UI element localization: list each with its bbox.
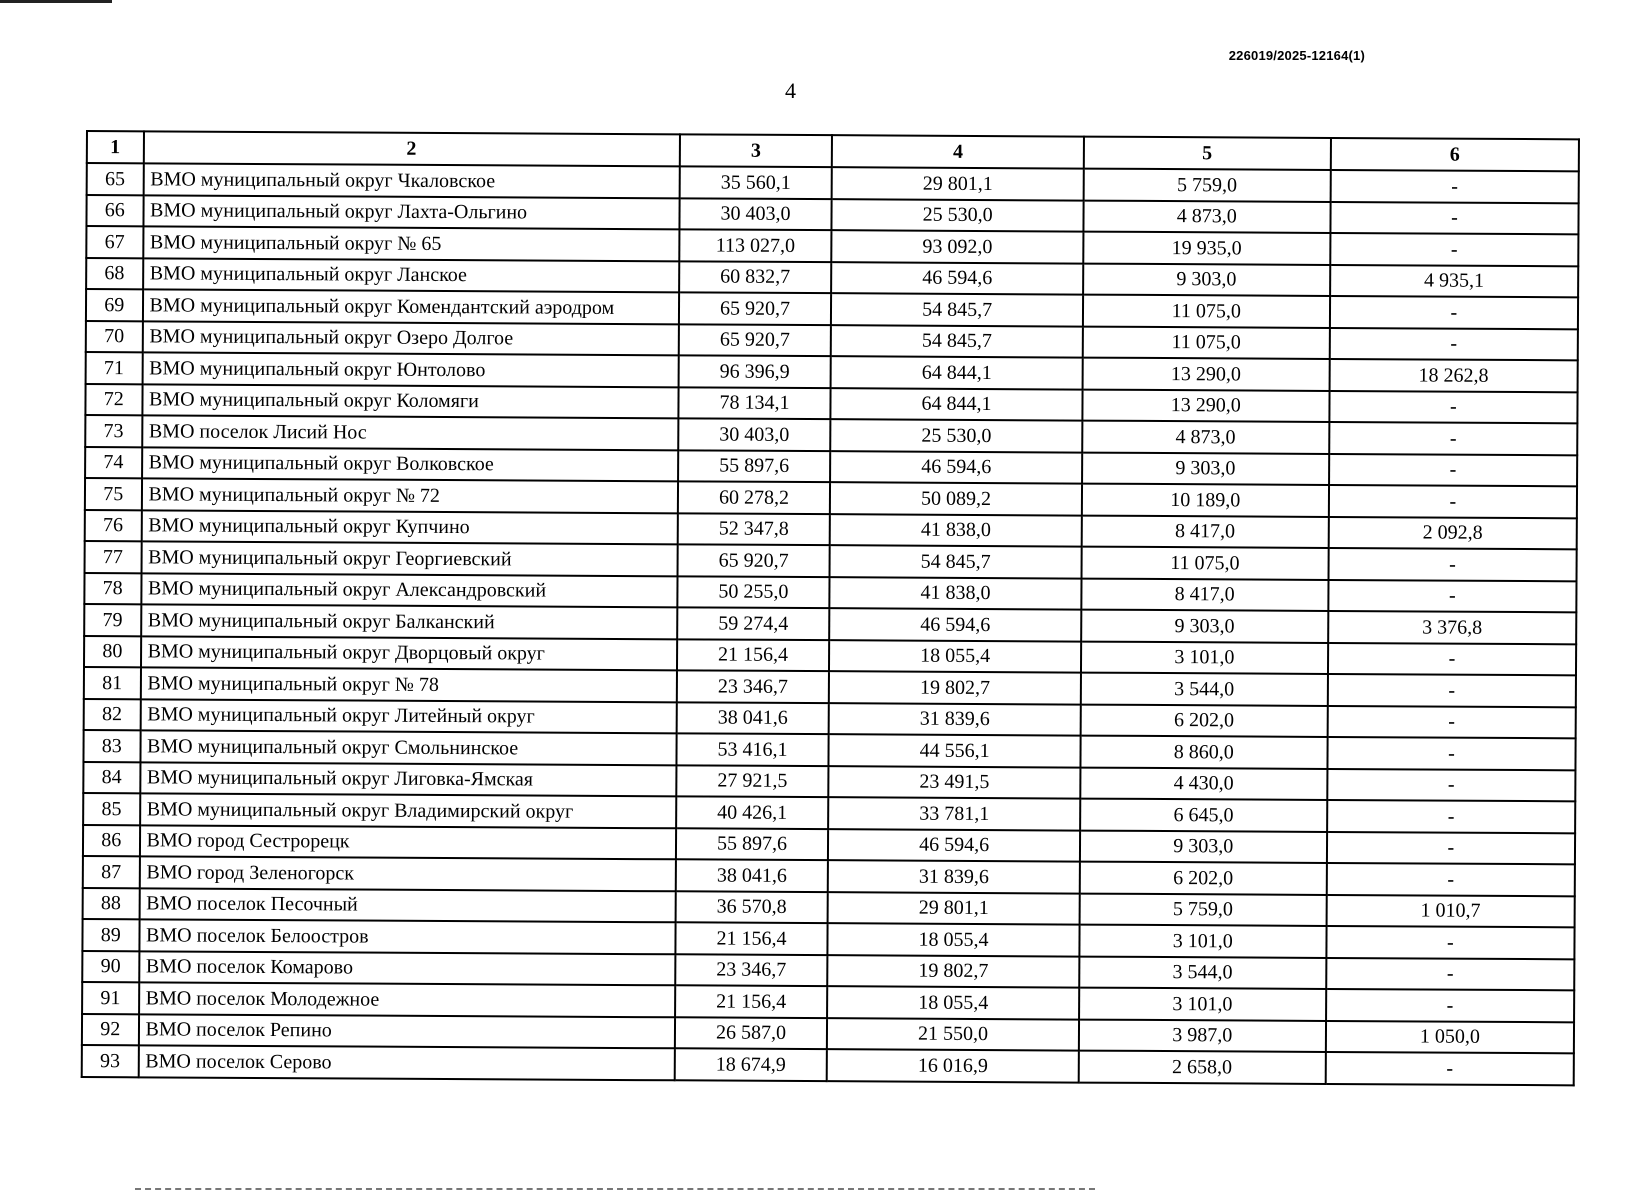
value-col-6: - [1330, 170, 1578, 203]
municipality-name: ВМО муниципальный округ Балканский [141, 604, 677, 638]
municipality-name: ВМО муниципальный округ Георгиевский [141, 541, 677, 575]
value-col-3: 52 347,8 [677, 513, 830, 545]
value-col-5: 9 303,0 [1082, 452, 1329, 485]
value-col-6: 18 262,8 [1329, 359, 1577, 392]
column-header: 6 [1331, 138, 1579, 171]
row-number: 90 [82, 950, 139, 982]
row-number: 72 [85, 384, 142, 416]
value-col-4: 18 055,4 [828, 986, 1079, 1019]
value-col-5: 8 417,0 [1081, 515, 1328, 548]
municipality-name: ВМО муниципальный округ № 65 [143, 226, 679, 260]
row-number: 81 [84, 667, 141, 699]
value-col-5: 4 873,0 [1082, 421, 1329, 454]
value-col-5: 3 987,0 [1079, 1019, 1326, 1052]
value-col-4: 19 802,7 [829, 671, 1080, 704]
value-col-6: 2 092,8 [1329, 516, 1577, 549]
value-col-6: - [1330, 296, 1578, 329]
municipality-name: ВМО город Зеленогорск [139, 856, 675, 890]
row-number: 76 [85, 509, 142, 541]
value-col-6: 3 376,8 [1328, 611, 1576, 644]
row-number: 91 [82, 982, 139, 1014]
municipality-name: ВМО муниципальный округ Комендантский аэродром [142, 289, 678, 323]
row-number: 75 [85, 478, 142, 510]
value-col-5: 13 290,0 [1082, 389, 1329, 422]
value-col-4: 46 594,6 [830, 451, 1081, 484]
column-header: 2 [143, 131, 679, 166]
value-col-5: 11 075,0 [1083, 295, 1330, 328]
column-header: 4 [832, 135, 1083, 168]
value-col-5: 3 101,0 [1079, 925, 1326, 958]
value-col-5: 3 544,0 [1079, 956, 1326, 989]
municipality-name: ВМО город Сестрорецк [139, 825, 675, 859]
municipality-name: ВМО муниципальный округ Дворцовый округ [141, 636, 677, 670]
value-col-5: 5 759,0 [1079, 893, 1326, 926]
page-number: 4 [785, 78, 796, 103]
municipality-name: ВМО поселок Молодежное [139, 982, 675, 1016]
value-col-4: 25 530,0 [832, 199, 1083, 232]
value-col-5: 13 290,0 [1082, 358, 1329, 391]
page-top-mark [0, 0, 112, 3]
value-col-4: 31 839,6 [829, 703, 1080, 736]
row-number: 84 [83, 761, 140, 793]
value-col-5: 9 303,0 [1083, 263, 1330, 296]
row-number: 80 [84, 635, 141, 667]
row-number: 69 [86, 289, 143, 321]
municipality-name: ВМО муниципальный округ № 78 [140, 667, 676, 701]
row-number: 79 [84, 604, 141, 636]
value-col-4: 93 092,0 [832, 230, 1083, 263]
municipality-name: ВМО муниципальный округ Александровский [141, 573, 677, 607]
table-body [82, 163, 1579, 1085]
value-col-4: 29 801,1 [832, 167, 1083, 200]
value-col-3: 60 832,7 [679, 261, 832, 293]
row-number: 93 [82, 1045, 139, 1077]
value-col-4: 23 491,5 [829, 766, 1080, 799]
value-col-3: 113 027,0 [679, 229, 832, 261]
municipality-name: ВМО муниципальный округ Лахта-Ольгино [143, 195, 679, 229]
value-col-6: - [1327, 831, 1575, 864]
value-col-5: 4 430,0 [1080, 767, 1327, 800]
value-col-3: 65 920,7 [679, 292, 832, 324]
value-col-5: 4 873,0 [1083, 200, 1330, 233]
municipality-name: ВМО поселок Белоостров [139, 919, 675, 953]
value-col-5: 2 658,0 [1078, 1051, 1325, 1084]
value-col-5: 6 202,0 [1079, 862, 1326, 895]
value-col-4: 54 845,7 [830, 545, 1081, 578]
value-col-5: 3 101,0 [1079, 988, 1326, 1021]
value-col-3: 26 587,0 [674, 1017, 827, 1049]
document-reference: 226019/2025-12164(1) [1228, 48, 1365, 63]
municipality-name: ВМО муниципальный округ № 72 [141, 478, 677, 512]
value-col-5: 9 303,0 [1080, 830, 1327, 863]
value-col-5: 10 189,0 [1082, 484, 1329, 517]
value-col-3: 40 426,1 [676, 796, 829, 828]
value-col-6: - [1330, 201, 1578, 234]
value-col-4: 31 839,6 [828, 860, 1079, 893]
value-col-3: 23 346,7 [676, 670, 829, 702]
value-col-4: 64 844,1 [831, 356, 1082, 389]
municipality-name: ВМО муниципальный округ Волковское [142, 447, 678, 481]
municipality-name: ВМО муниципальный округ Юнтолово [142, 352, 678, 386]
municipality-name: ВМО муниципальный округ Коломяги [142, 384, 678, 418]
value-col-6: 1 050,0 [1326, 1020, 1574, 1053]
municipality-name: ВМО муниципальный округ Литейный округ [140, 699, 676, 733]
value-col-3: 21 156,4 [677, 639, 830, 671]
value-col-3: 27 921,5 [676, 765, 829, 797]
value-col-3: 96 396,9 [678, 355, 831, 387]
municipality-name: ВМО муниципальный округ Ланское [143, 258, 679, 292]
value-col-4: 64 844,1 [831, 388, 1082, 421]
row-number: 66 [86, 195, 143, 227]
value-col-6: - [1329, 390, 1577, 423]
municipal-budget-table [81, 130, 1580, 1086]
row-number: 77 [85, 541, 142, 573]
row-number: 86 [83, 824, 140, 856]
value-col-4: 54 845,7 [831, 293, 1082, 326]
value-col-3: 21 156,4 [675, 922, 828, 954]
value-col-3: 65 920,7 [678, 324, 831, 356]
value-col-6: - [1326, 989, 1574, 1022]
value-col-3: 50 255,0 [677, 576, 830, 608]
value-col-3: 36 570,8 [675, 891, 828, 923]
value-col-3: 60 278,2 [677, 481, 830, 513]
value-col-5: 6 202,0 [1080, 704, 1327, 737]
value-col-5: 5 759,0 [1083, 169, 1330, 202]
value-col-6: - [1327, 768, 1575, 801]
value-col-3: 78 134,1 [678, 387, 831, 419]
value-col-3: 30 403,0 [679, 198, 832, 230]
value-col-4: 19 802,7 [828, 955, 1079, 988]
value-col-5: 9 303,0 [1081, 610, 1328, 643]
municipality-name: ВМО поселок Репино [138, 1014, 674, 1048]
municipality-name: ВМО поселок Лисий Нос [142, 415, 678, 449]
row-number: 78 [84, 572, 141, 604]
value-col-4: 41 838,0 [830, 577, 1081, 610]
value-col-5: 8 417,0 [1081, 578, 1328, 611]
value-col-6: - [1326, 1052, 1574, 1085]
value-col-4: 46 594,6 [830, 608, 1081, 641]
value-col-6: - [1330, 327, 1578, 360]
value-col-6: - [1326, 926, 1574, 959]
value-col-3: 38 041,6 [675, 859, 828, 891]
row-number: 70 [86, 321, 143, 353]
value-col-6: - [1327, 705, 1575, 738]
value-col-3: 21 156,4 [675, 985, 828, 1017]
row-number: 83 [83, 730, 140, 762]
municipality-name: ВМО муниципальный округ Лиговка-Ямская [140, 762, 676, 796]
value-col-3: 35 560,1 [679, 166, 832, 198]
value-col-5: 11 075,0 [1081, 547, 1328, 580]
value-col-4: 44 556,1 [829, 734, 1080, 767]
value-col-3: 23 346,7 [675, 954, 828, 986]
row-number: 73 [85, 415, 142, 447]
municipality-name: ВМО поселок Песочный [139, 888, 675, 922]
value-col-5: 19 935,0 [1083, 232, 1330, 265]
row-number: 88 [83, 887, 140, 919]
value-col-6: - [1329, 453, 1577, 486]
row-number: 92 [82, 1013, 139, 1045]
municipality-name: ВМО муниципальный округ Владимирский округ [140, 793, 676, 827]
value-col-6: - [1327, 863, 1575, 896]
value-col-6: 4 935,1 [1330, 264, 1578, 297]
value-col-3: 65 920,7 [677, 544, 830, 576]
value-col-6: - [1328, 674, 1576, 707]
row-number: 82 [84, 698, 141, 730]
column-header: 1 [87, 131, 144, 163]
municipality-name: ВМО поселок Серово [138, 1045, 674, 1079]
municipality-name: ВМО муниципальный округ Смольнинское [140, 730, 676, 764]
row-number: 85 [83, 793, 140, 825]
value-col-4: 16 016,9 [827, 1049, 1078, 1082]
municipality-name: ВМО поселок Комарово [139, 951, 675, 985]
row-number: 71 [86, 352, 143, 384]
value-col-3: 30 403,0 [678, 418, 831, 450]
row-number: 74 [85, 447, 142, 479]
value-col-6: - [1328, 579, 1576, 612]
row-number: 65 [87, 163, 144, 195]
value-col-4: 25 530,0 [831, 419, 1082, 452]
bottom-divider [135, 1188, 1095, 1190]
value-col-4: 46 594,6 [828, 829, 1079, 862]
value-col-4: 46 594,6 [832, 262, 1083, 295]
municipality-name: ВМО муниципальный округ Купчино [141, 510, 677, 544]
value-col-3: 55 897,6 [676, 828, 829, 860]
municipality-name: ВМО муниципальный округ Озеро Долгое [142, 321, 678, 355]
value-col-4: 18 055,4 [828, 923, 1079, 956]
value-col-3: 18 674,9 [674, 1048, 827, 1080]
row-number: 67 [86, 226, 143, 258]
value-col-6: - [1327, 737, 1575, 770]
value-col-5: 3 544,0 [1081, 673, 1328, 706]
value-col-4: 50 089,2 [830, 482, 1081, 515]
value-col-6: - [1328, 642, 1576, 675]
value-col-6: - [1330, 233, 1578, 266]
value-col-6: - [1327, 800, 1575, 833]
municipality-name: ВМО муниципальный округ Чкаловское [143, 163, 679, 197]
value-col-4: 29 801,1 [828, 892, 1079, 925]
column-header: 5 [1084, 137, 1331, 170]
value-col-3: 38 041,6 [676, 702, 829, 734]
value-col-5: 11 075,0 [1082, 326, 1329, 359]
value-col-6: - [1329, 422, 1577, 455]
value-col-5: 3 101,0 [1081, 641, 1328, 674]
row-number: 87 [83, 856, 140, 888]
value-col-3: 59 274,4 [677, 607, 830, 639]
value-col-6: - [1329, 485, 1577, 518]
value-col-5: 6 645,0 [1080, 799, 1327, 832]
value-col-6: - [1326, 957, 1574, 990]
column-header: 3 [679, 134, 832, 167]
row-number: 89 [82, 919, 139, 951]
value-col-4: 18 055,4 [829, 640, 1080, 673]
value-col-6: - [1328, 548, 1576, 581]
value-col-4: 41 838,0 [830, 514, 1081, 547]
row-number: 68 [86, 258, 143, 290]
value-col-3: 55 897,6 [678, 450, 831, 482]
value-col-6: 1 010,7 [1326, 894, 1574, 927]
value-col-4: 21 550,0 [827, 1018, 1078, 1051]
value-col-4: 33 781,1 [829, 797, 1080, 830]
value-col-4: 54 845,7 [831, 325, 1082, 358]
value-col-3: 53 416,1 [676, 733, 829, 765]
value-col-5: 8 860,0 [1080, 736, 1327, 769]
